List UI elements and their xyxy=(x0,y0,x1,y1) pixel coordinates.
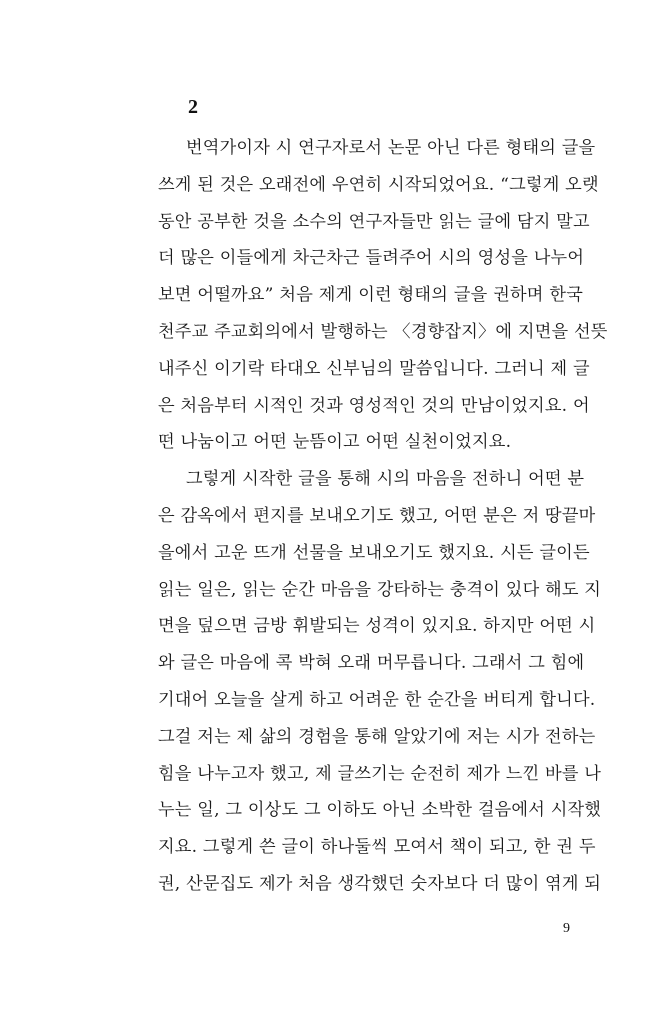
section-number: 2 xyxy=(188,96,198,118)
text-line: 떤 나눔이고 어떤 눈뜸이고 어떤 실천이었지요. xyxy=(158,432,512,453)
paragraph-2 xyxy=(158,461,602,903)
text-line: 기대어 오늘을 살게 하고 어려운 한 순간을 버티게 합니다. xyxy=(158,689,596,710)
text-line: 권, 산문집도 제가 처음 생각했던 숫자보다 더 많이 엮게 되 xyxy=(158,873,602,894)
text-line: 천주교 주교회의에서 발행하는 〈경향잡지〉에 지면을 선뜻 xyxy=(158,321,608,342)
text-line: 와 글은 마음에 콕 박혀 오래 머무릅니다. 그래서 그 힘에 xyxy=(158,653,585,674)
text-line: 동안 공부한 것을 소수의 연구자들만 읽는 글에 담지 말고 xyxy=(158,211,590,232)
text-line: 더 많은 이들에게 차근차근 들려주어 시의 영성을 나누어 xyxy=(158,248,585,269)
text-line: 그걸 저는 제 삶의 경험을 통해 알았기에 저는 시가 전하는 xyxy=(158,726,596,747)
text-line: 힘을 나누고자 했고, 제 글쓰기는 순전히 제가 느낀 바를 나 xyxy=(158,763,602,784)
text-line: 은 감옥에서 편지를 보내오기도 했고, 어떤 분은 저 땅끝마 xyxy=(158,505,596,526)
text-line: 누는 일, 그 이상도 그 이하도 아닌 소박한 걸음에서 시작했 xyxy=(158,800,602,821)
paragraph-1 xyxy=(158,130,608,461)
text-line: 은 처음부터 시적인 것과 영성적인 것의 만남이었지요. 어 xyxy=(158,395,590,416)
text-line: 내주신 이기락 타대오 신부님의 말씀입니다. 그러니 제 글 xyxy=(158,358,590,379)
text-line: 번역가이자 시 연구자로서 논문 아닌 다른 형태의 글을 xyxy=(186,138,596,158)
text-line: 읽는 일은, 읽는 순간 마음을 강타하는 충격이 있다 해도 지 xyxy=(158,579,602,600)
text-line: 보면 어떨까요” 처음 제게 이런 형태의 글을 권하며 한국 xyxy=(158,285,583,306)
text-line: 그렇게 시작한 글을 통해 시의 마음을 전하니 어떤 분 xyxy=(186,469,585,490)
page-number: 9 xyxy=(563,921,570,936)
text-line: 쓰게 된 것은 오래전에 우연히 시작되었어요. “그렇게 오랫 xyxy=(158,174,599,195)
text-line: 지요. 그렇게 쓴 글이 하나둘씩 모여서 책이 되고, 한 권 두 xyxy=(158,837,596,858)
text-line: 면을 덮으면 금방 휘발되는 성격이 있지요. 하지만 어떤 시 xyxy=(158,616,596,637)
body-text xyxy=(158,130,608,903)
text-line: 을에서 고운 뜨개 선물을 보내오기도 했지요. 시든 글이든 xyxy=(158,542,590,563)
